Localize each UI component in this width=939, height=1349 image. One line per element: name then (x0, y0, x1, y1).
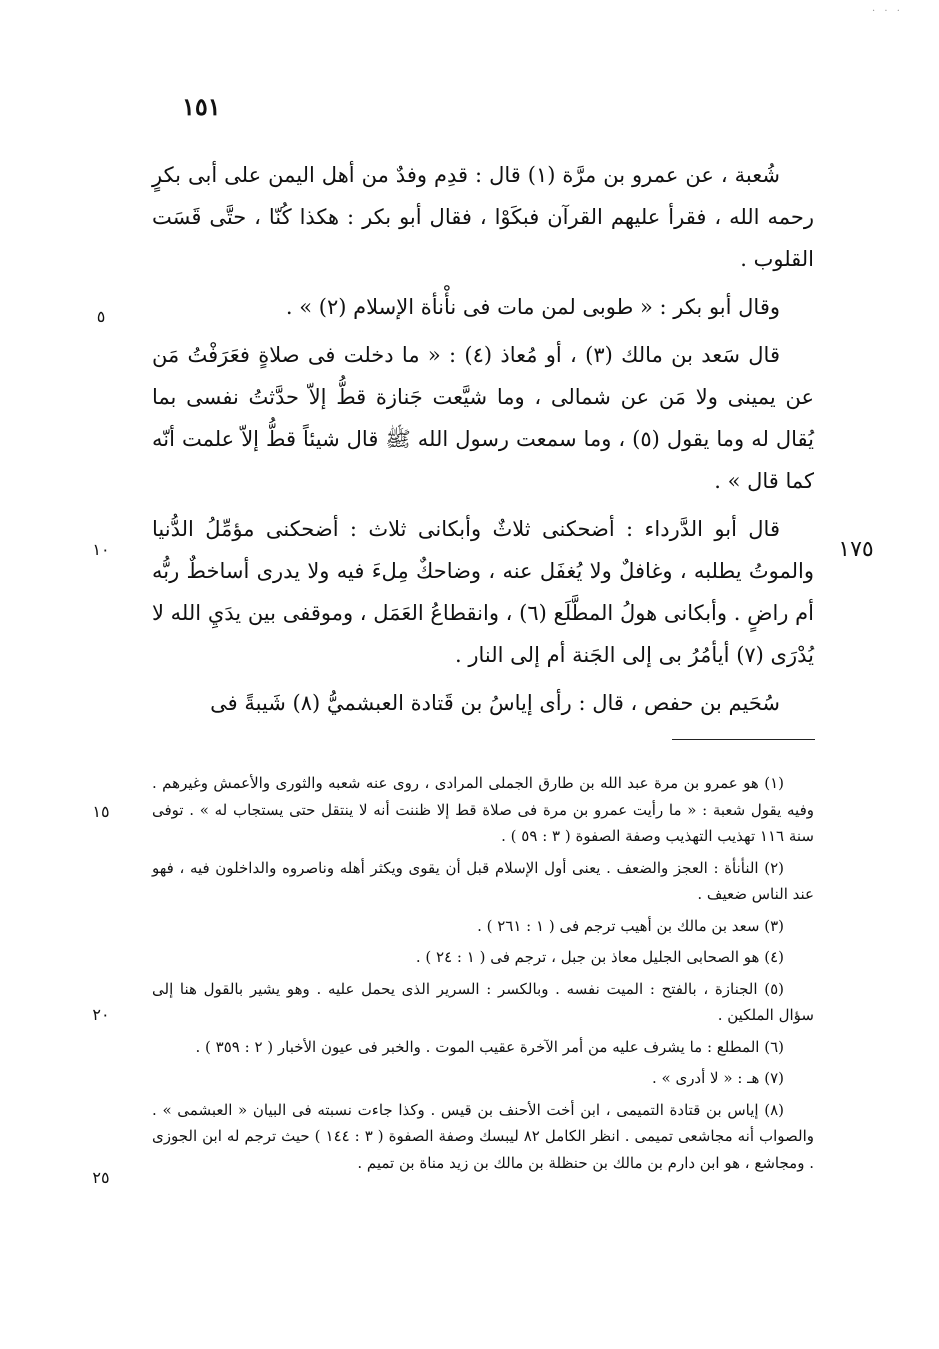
scan-specks: · · · (872, 6, 903, 17)
footnote-3: (٣) سعد بن مالك بن أهيب ترجم فى ( ١ : ٢٦١ ) . (477, 916, 784, 935)
main-text-body (152, 154, 814, 730)
line-number-5: ٥ (96, 307, 106, 326)
paragraph-suhaym: سُحَيم بن حفص ، قال : رأى إياسُ بن قَتادة العبشميُّ (٨) شَيبةً فى (210, 691, 780, 715)
paragraph-saad: قال سَعد بن مالك (٣) ، أو مُعاذ (٤) : « ما دخلت فى صلاةٍ فعَرَفْتُ مَن عن يمينى ولا مَن عن شمالى ، وما شيَّعت جَنازة قطُّ إلاّ حدَّثتُ نفسى بما يُقال له وما يقول (٥) ، وما سمعت رسول الله ﷺ قال شيئاً قطُّ إلاّ علمت أنّه كما قال » . (152, 343, 814, 493)
paragraph-shuba: شُعبة ، عن عمرو بن مرَّة (١) قال : قدِم وفدٌ من أهل اليمن على أبى بكرٍ رحمه الله ، فقرأ عليهم القرآن فبكَوْا ، فقال أبو بكر : هكذا كُنّا ، حتَّى قَسَت القلوب . (152, 163, 814, 271)
footnote-4: (٤) هو الصحابى الجليل معاذ بن جبل ، ترجم فى ( ١ : ٢٤ ) . (415, 948, 784, 966)
entry-number-175: ١٧٥ (838, 537, 874, 562)
footnote-6: (٦) المطلع : ما يشرف عليه من أمر الآخرة عقيب الموت . والخبر فى عيون الأخبار ( ٢ : ٣٥٩ ) . (195, 1037, 784, 1056)
page-number: ١٥١ (182, 92, 221, 121)
footnote-separator (672, 739, 815, 740)
footnote-8: (٨) إياس بن قتادة التميمى ، ابن أخت الأحنف بن قيس . وكذا جاءت نسبته فى البيان « العبشمى » . والصواب أنه مجاشعى تميمى . انظر الكامل ٨٢ ليبسك وصفة الصفوة ( ٣ : ١٤٤ ) حيث ترجم له ابن الجوزى . ومجاشع ، هو ابن دارم بن مالك بن حنظلة بن مالك بن زيد مناة بن تميم . (152, 1100, 814, 1172)
line-number-25: ٢٥ (92, 1168, 110, 1187)
footnote-7: (٧) هـ : « لا أدرى » . (651, 1069, 784, 1087)
footnotes-section (152, 770, 814, 1181)
line-number-20: ٢٠ (92, 1005, 110, 1024)
line-number-15: ١٥ (92, 802, 110, 821)
paragraph-abu-bakr: وقال أبو بكر : « طوبى لمن مات فى نأْنأة الإسلام (٢) » . (285, 295, 780, 319)
paragraph-abu-darda: قال أبو الدَّرداء : أضحكنى ثلاثٌ وأبكانى ثلاث : أضحكنى مؤمِّلُ الدُّنيا والموتُ يطلبه ، وغافلٌ ولا يُغفَل عنه ، وضاحكٌ مِلءَ فيه ولا يدرى أساخطٌ ربُّه أم راضٍ . وأبكانى هولُ المطَّلَع (٦) ، وانقطاعُ العَمَل ، وموقفى بين يدَيِ الله لا يُدْرَى (٧) أيأمُرُ بى إلى الجَنة أم إلى النار . (152, 517, 814, 667)
footnote-5: (٥) الجنازة ، بالفتح : الميت نفسه . وبالكسر : السرير الذى يحمل عليه . وهو يشير بالقول هنا إلى سؤال الملكين . (152, 979, 814, 1024)
footnote-1: (١) هو عمرو بن مرة عبد الله بن طارق الجملى المرادى ، روى عنه شعبه والثورى والأعمش وغيرهم . وفيه يقول شعبة : « ما رأيت عمرو بن مرة فى صلاة قط إلا ظننت أنه لا ينتقل حتى يستجاب له » . توفى سنة ١١٦ تهذيب التهذيب وصفة الصفوة ( ٣ : ٥٩ ) . (152, 774, 814, 845)
footnote-2: (٢) النأنأة : العجز والضعف . يعنى أول الإسلام قبل أن يقوى ويكثر أهله وناصروه والداخلون فيه ، فهو عند الناس ضعيف . (152, 858, 814, 903)
line-number-10: ١٠ (92, 540, 110, 559)
